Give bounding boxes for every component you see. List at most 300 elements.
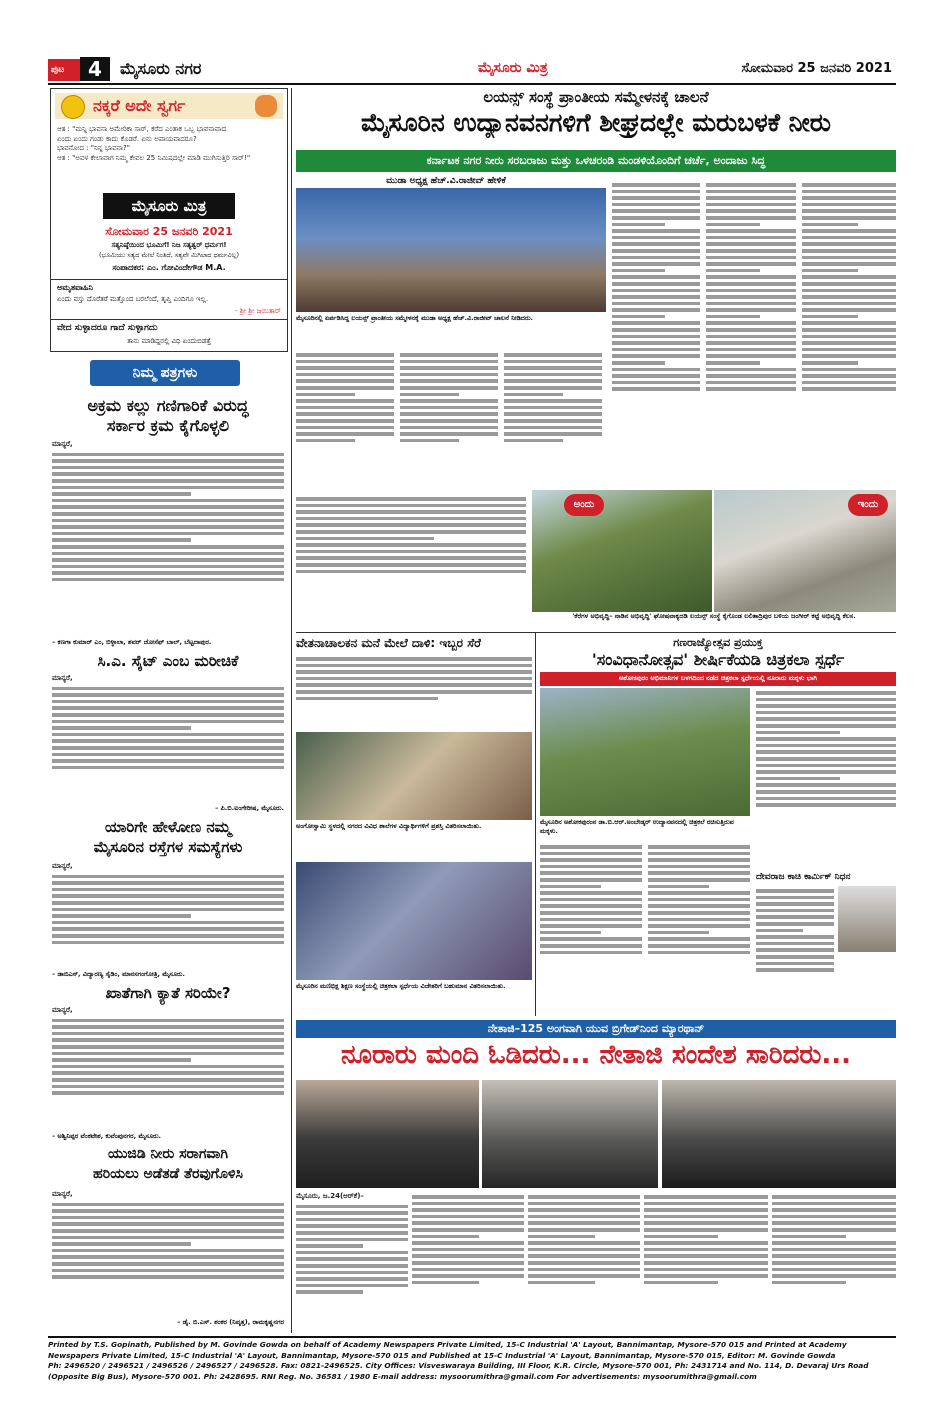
text-line [612, 348, 700, 352]
text-line [504, 353, 602, 357]
text-line [540, 944, 642, 948]
lead-body-col3 [504, 350, 602, 490]
letters-banner: ನಿಮ್ಮ ಪತ್ರಗಳು [90, 360, 240, 386]
section-name: ಮೈಸೂರು ನಗರ [120, 59, 202, 78]
text-line [412, 1221, 524, 1225]
text-line [802, 209, 896, 213]
text-line [412, 1208, 524, 1212]
text-line [296, 1271, 408, 1275]
divider [296, 632, 896, 633]
text-line [52, 1229, 284, 1233]
text-line [540, 924, 642, 928]
text-line [296, 1238, 408, 1242]
text-line [802, 315, 858, 319]
text-line [52, 914, 191, 918]
letter-body: ಮಾನ್ಯರೆ, [52, 862, 284, 968]
text-line [756, 896, 834, 900]
text-line [644, 1268, 768, 1272]
text-line [612, 308, 700, 312]
text-line [648, 937, 750, 941]
letter-body: ಮಾನ್ಯರೆ, [52, 440, 284, 636]
text-line [528, 1221, 640, 1225]
text-line [756, 783, 896, 787]
text-line [504, 399, 602, 403]
text-line [612, 361, 665, 365]
text-line [296, 517, 526, 521]
text-line [644, 1208, 768, 1212]
text-line [802, 236, 896, 240]
text-line [802, 229, 896, 233]
text-line [412, 1268, 524, 1272]
text-line [756, 777, 840, 781]
text-line [412, 1274, 524, 1278]
text-line [802, 328, 896, 332]
obit-photo [838, 886, 896, 952]
text-line [540, 937, 642, 941]
letter-sign: – ಡೈ. ಬಿ.ಎಸ್. ಶಂಕರ (ನಿವೃತ್ತ), ರಾಮಕೃಷ್ಣನಗರ [177, 1318, 284, 1326]
text-line [612, 269, 665, 273]
text-line [528, 1274, 640, 1278]
text-line [648, 845, 750, 849]
text-line [52, 759, 284, 763]
text-line [756, 711, 896, 715]
text-line [528, 1202, 640, 1206]
text-line [772, 1235, 846, 1239]
text-line [648, 878, 750, 882]
text-line [296, 406, 394, 410]
cartoon-icon [255, 95, 277, 117]
text-line [612, 236, 700, 240]
text-line [400, 366, 498, 370]
text-line [706, 196, 796, 200]
text-line [412, 1281, 479, 1285]
letter-title: ಮೈಸೂರಿನ ರಸ್ತೆಗಳ ಸಮಸ್ಯೆಗಳು [93, 838, 243, 856]
column-rule [291, 88, 292, 1333]
text-line [504, 412, 602, 416]
text-line [802, 242, 896, 246]
text-line [52, 1222, 284, 1226]
text-line [52, 492, 191, 496]
text-line [612, 335, 700, 339]
text-line [802, 183, 896, 187]
text-line [648, 918, 750, 922]
story3-caption: ಮೈಸೂರಿನ ಅಶೋಕಪುರಂನ ಡಾ.ಬಿ.ಆರ್.ಅಂಬೇಡ್ಕರ್ ಉದ್ಯಾನವನದಲ್ಲಿ ಚಿತ್ರಕಲೆ ರಚಿಸುತ್ತಿರುವ ಮಕ್ಕಳು. [540, 818, 734, 835]
text-line [706, 229, 796, 233]
text-line [52, 934, 284, 938]
text-line [648, 951, 750, 955]
text-line [644, 1281, 718, 1285]
text-line [296, 657, 532, 661]
text-line [706, 269, 760, 273]
text-line [802, 321, 896, 325]
lead-body-col6 [802, 180, 896, 490]
text-line [772, 1281, 846, 1285]
letter-title: ಸಿ.ಎ. ಸೈಟ್ ಎಂಬ ಮರೀಚಿಕೆ [97, 652, 239, 670]
text-line [52, 1058, 191, 1062]
text-line [52, 1203, 284, 1207]
lead-body-col4 [612, 180, 700, 490]
text-line [756, 962, 834, 966]
text-line [412, 1228, 524, 1232]
text-line [52, 525, 284, 529]
text-line [612, 249, 700, 253]
text-line [296, 432, 394, 436]
text-line [52, 901, 284, 905]
after-label: ಇಂದು [848, 494, 888, 516]
text-line [52, 1242, 191, 1246]
text-line [52, 453, 284, 457]
text-line [52, 700, 284, 704]
text-line [52, 875, 284, 879]
letter-filler [52, 453, 284, 582]
text-line [52, 908, 284, 912]
text-line [612, 295, 700, 299]
text-line [52, 894, 284, 898]
text-line [648, 931, 709, 935]
lead-photo-caption: ಮೈಸೂರಿನಲ್ಲಿ ಏರ್ಪಡಿಸಿದ್ದ ಲಯನ್ಸ್ ಪ್ರಾಂತೀಯ ಸಮ್ಮೇಳನಕ್ಕೆ ಮುಡಾ ಅಧ್ಯಕ್ಷ ಹೆಚ್.ವಿ.ರಾಜೀವ್ ಚಾಲನೆ ನೀಡಿದರು. [296, 314, 533, 322]
text-line [296, 677, 532, 681]
text-line [756, 942, 834, 946]
text-line [644, 1228, 768, 1232]
text-line [504, 426, 602, 430]
text-line [644, 1248, 768, 1252]
text-line [52, 558, 284, 562]
text-line [756, 929, 803, 933]
text-line [296, 373, 394, 377]
story4-headline: ನೂರಾರು ಮಂದಿ ಓಡಿದರು... ನೇತಾಜಿ ಸಂದೇಶ ಸಾರಿದರು... [340, 1040, 852, 1070]
text-line [648, 911, 750, 915]
text-line [540, 871, 642, 875]
text-line [756, 724, 896, 728]
text-line [296, 537, 434, 541]
text-line [756, 889, 834, 893]
text-line [504, 379, 602, 383]
letters-section [50, 356, 286, 1332]
text-line [296, 504, 526, 508]
text-line [648, 924, 750, 928]
text-line [296, 510, 526, 514]
text-line [706, 381, 796, 385]
text-line [296, 563, 526, 567]
marathon-photo-2 [482, 1080, 658, 1188]
text-line [52, 921, 284, 925]
text-line [296, 1251, 408, 1255]
text-line [412, 1248, 524, 1252]
text-line [52, 766, 284, 770]
text-line [296, 1231, 408, 1235]
text-line [612, 275, 700, 279]
text-line [540, 898, 642, 902]
text-line [52, 486, 284, 490]
text-line [612, 183, 700, 187]
text-line [528, 1208, 640, 1212]
box-logo: ಮೈಸೂರು ಮಿತ್ರ [103, 193, 235, 219]
text-line [756, 757, 896, 761]
text-line [802, 295, 896, 299]
column-rule [535, 632, 536, 1016]
text-line [52, 1019, 284, 1023]
box-date: ಸೋಮವಾರ 25 ಜನವರಿ 2021 [105, 225, 233, 238]
text-line [52, 538, 191, 542]
text-line [756, 731, 840, 735]
text-line [706, 374, 796, 378]
letter-sign: – ಪಿ.ಬಿ.ಐಂಗೇರೀಷ, ಮೈಸೂರು. [215, 804, 284, 812]
text-line [706, 216, 796, 220]
story2-caption1: ಅಂಗೋಸ್ವಾಮಿ ಸ್ಥಳದಲ್ಲಿ ನಗರದ ವಿವಿಧ ಶಾಲೆಗಳ ವಿದ್ಯಾರ್ಥಿಗಳಿಗೆ ಪ್ರಶಸ್ತಿ ವಿತರಿಸಲಾಯಿತು. [296, 822, 482, 830]
text-line [802, 335, 896, 339]
text-line [52, 739, 284, 743]
text-line [540, 891, 642, 895]
text-line [802, 387, 896, 391]
text-line [52, 459, 284, 463]
text-line [504, 360, 602, 364]
text-line [706, 321, 796, 325]
text-line [528, 1248, 640, 1252]
text-line [706, 361, 760, 365]
text-line [706, 328, 796, 332]
text-line [52, 1249, 284, 1253]
letter-title: ಖಾತೆಗಾಗಿ ಕ್ಯಾತೆ ಸರಿಯೇ? [105, 984, 231, 1002]
text-line [52, 1071, 284, 1075]
text-line [52, 1255, 284, 1259]
lead-subhead: ಕರ್ನಾಟಕ ನಗರ ನೀರು ಸರಬರಾಜು ಮತ್ತು ಒಳಚರಂಡಿ ಮಂಡಳಿಯೊಂದಿಗೆ ಚರ್ಚೆ, ಅಂದಾಜು ಸಿದ್ಧ [296, 150, 896, 172]
text-line [756, 704, 896, 708]
text-line [296, 570, 526, 574]
text-line [296, 523, 526, 527]
text-line [52, 713, 284, 717]
masthead: ಮೈಸೂರು ಮಿತ್ರ [478, 60, 548, 76]
text-line [612, 190, 700, 194]
text-line [802, 361, 858, 365]
text-line [802, 368, 896, 372]
text-line [706, 190, 796, 194]
text-line [802, 354, 896, 358]
text-line [296, 1264, 408, 1268]
text-line [52, 927, 284, 931]
humor-box [50, 88, 288, 352]
text-line [540, 931, 601, 935]
text-line [52, 578, 284, 582]
text-line [52, 1216, 284, 1220]
text-line [802, 275, 896, 279]
text-line [772, 1202, 896, 1206]
text-line [296, 664, 532, 668]
text-line [802, 302, 896, 306]
text-line [756, 955, 834, 959]
text-line [706, 282, 796, 286]
text-line [52, 941, 284, 945]
text-line [756, 902, 834, 906]
text-line [706, 348, 796, 352]
text-line [706, 302, 796, 306]
text-line [296, 379, 394, 383]
text-line [296, 399, 394, 403]
text-line [612, 216, 700, 220]
text-line [802, 203, 896, 207]
box-editor: ಸಂಪಾದಕರ: ಎಂ. ಗೋವಿಂದೇಗೌಡ M.A. [112, 263, 226, 272]
lead-byline: ಮುಡಾ ಅಧ್ಯಕ್ಷ ಹೆಚ್.ವಿ.ರಾಜೀವ್ ಹೇಳಿಕೆ [386, 176, 506, 186]
lead-photo2-caption: 'ಕೆರೆಗಳ ಅಭಿವೃದ್ಧಿ– ನಾಡಿನ ಅಭಿವೃದ್ಧಿ' ಘೋಷವಾಕ್ಯದಡಿ ಲಯನ್ಸ್ ಸಂಸ್ಥೆ ಕೈಗೊಂಡ ಲಲಿತಾದ್ರಿಪುರ ಬಳಿಯ ಜಂಗೀರ್ ಕಟ್ಟೆ ಅಭಿವೃದ್ಧಿ ಕೆಲಸ. [572, 612, 856, 620]
story3-photo [540, 688, 750, 816]
text-line [296, 690, 532, 694]
text-line [648, 871, 750, 875]
text-line [296, 683, 532, 687]
text-line [52, 746, 284, 750]
lead-body-bottom [296, 494, 526, 614]
text-line [412, 1261, 524, 1265]
text-line [706, 354, 796, 358]
obit-body [756, 886, 834, 1014]
letter-title: ಅಕ್ರಮ ಕಲ್ಲು ಗಣಿಗಾರಿಕೆ ವಿರುದ್ಧ [87, 396, 249, 415]
letter-body: ಮಾನ್ಯರೆ, [52, 1006, 284, 1130]
footer-rule [48, 1336, 896, 1338]
imprint: Printed by T.S. Gopinath, Published by M. Govinde Gowda on behalf of Academy Newspapers Private Limited, 15-C Industrial 'A' Layout, Bannimantap, Mysore-570 015 and Printed at Academy Newspapers Private Limited, 15-C Industrial 'A' Layout, Bannimantap, Mysore-570 015 and Published at 15-C Industrial 'A' Layout, Bannimantap, Mysore-570 015, Editor: M. Govinde Gowda Ph: 2496520 / 2496521 / 2496526 / 2496527 / 2496528. Fax: 0821-2496525. City Offices: Visveswaraya Building, III Floor, K.R. Circle, Mysore-570 001, Ph: 2431714 and No. 114, D. Devaraj Urs Road (Opposite Big Bus), Mysore-570 001. Ph: 2428695. RNI Reg. No. 36581 / 1980 E-mail address: mysoorumithra@gmail.com For advertisements: mysoorumithra@gmail.com [48, 1340, 869, 1381]
text-line [644, 1215, 768, 1219]
story3-body-col2 [648, 842, 750, 1014]
text-line [52, 479, 284, 483]
text-line [612, 387, 700, 391]
text-line [706, 183, 796, 187]
text-line [504, 432, 602, 436]
text-line [400, 353, 498, 357]
text-line [756, 922, 834, 926]
text-line [706, 209, 796, 213]
lead-body-col5 [706, 180, 796, 490]
text-line [412, 1241, 524, 1245]
text-line [504, 373, 602, 377]
text-line [412, 1195, 524, 1199]
humor-text: ಆತ : "ಮನ್ನಿ ಭಾವನಾ ಅಮೇರಿಕಾ ಸಾರ್, ಕರೆದ ಎಂತಾಕ ಒಬ್ಬ ಭಾವನಾವಾದ ಏಂದು ಏಂದು ಗಂಡು ಕಾದು ಕೊಡರೆ. ಏನು ಅಪಾಯವಾದರೂ? ಭಾವನೋದ : "ನಿನ್ನ ಭಾವನಾ?" ಆತ : "ಅವಳ ಕೇಲಾವಾಗ ನಿಮ್ಮ ಕೇವಲ 25 ನಿಮಿಷದಲ್ಲೇ ಮಾಡಿ ಮುಗಿಸುತ್ತಿರಿ ಸಾರ್!" [57, 125, 251, 162]
text-line [706, 275, 796, 279]
story2-headline: ವೇತನಾಚಾಲಕನ ಮನೆ ಮೇಲೆ ದಾಳಿ: ಇಬ್ಬರ ಸೆರೆ [296, 636, 481, 650]
text-line [52, 693, 284, 697]
text-line [52, 888, 284, 892]
text-line [52, 545, 284, 549]
text-line [540, 918, 642, 922]
text-line [52, 571, 284, 575]
text-line [504, 366, 602, 370]
text-line [802, 269, 858, 273]
text-line [296, 550, 526, 554]
text-line [52, 1209, 284, 1213]
text-line [504, 393, 563, 397]
text-line [648, 891, 750, 895]
text-line [296, 419, 394, 423]
text-line [52, 1275, 284, 1279]
letter-title: ಸರ್ಕಾರ ಕ್ರಮ ಕೈಗೊಳ್ಳಲಿ [106, 416, 230, 435]
text-line [296, 393, 355, 397]
text-line [296, 556, 526, 560]
divider [51, 319, 287, 320]
text-line [756, 948, 834, 952]
text-line [52, 687, 284, 691]
story4-body-col1: ಮೈಸೂರು, ಜ.24(ಆರ್‌ಕೆ)– [296, 1192, 408, 1332]
text-line [802, 282, 896, 286]
text-line [644, 1261, 768, 1265]
text-line [52, 519, 284, 523]
text-line [706, 236, 796, 240]
text-line [706, 203, 796, 207]
text-line [412, 1235, 479, 1239]
text-line [802, 348, 896, 352]
text-line [528, 1268, 640, 1272]
text-line [296, 1218, 408, 1222]
text-line [400, 426, 498, 430]
text-line [802, 374, 896, 378]
text-line [612, 381, 700, 385]
story4-kicker: ನೇತಾಜಿ–125 ಅಂಗವಾಗಿ ಯುವ ಬ್ರಿಗೇಡ್‌ನಿಂದ ಮ್ಯಾರಥಾನ್ [296, 1020, 896, 1038]
story2-body [296, 654, 532, 730]
text-line [400, 439, 459, 443]
text-line [540, 845, 642, 849]
amruta-title: ಅಮೃತವಾಹಿನಿ [57, 283, 93, 292]
box-tagline: ಸತ್ಯನಿಷ್ಠೆಯಿಂದ ಭೂಮಿಗೆ! ನಿಜ ಸತ್ಯತ್ವರ್ ಧರ್ಮಗ! [111, 241, 227, 249]
text-line [612, 196, 700, 200]
text-line [802, 256, 896, 260]
text-line [412, 1215, 524, 1219]
text-line [400, 406, 498, 410]
text-line [612, 289, 700, 293]
text-line [52, 1065, 284, 1069]
text-line [52, 466, 284, 470]
text-line [706, 242, 796, 246]
text-line [400, 360, 498, 364]
text-line [612, 315, 665, 319]
text-line [296, 439, 355, 443]
text-line [772, 1261, 896, 1265]
text-line [756, 803, 896, 807]
text-line [706, 387, 796, 391]
text-line [772, 1241, 896, 1245]
text-line [706, 308, 796, 312]
text-line [504, 386, 602, 390]
text-line [528, 1228, 640, 1232]
proverb: ವೇದ ಸುಳ್ಳಾದರೂ ಗಾದೆ ಸುಳ್ಳಾಗದು [57, 323, 158, 333]
text-line [706, 315, 760, 319]
text-line [772, 1208, 896, 1212]
smiley-icon [61, 95, 85, 119]
text-line [540, 904, 642, 908]
text-line [706, 249, 796, 253]
story2-photo2 [296, 862, 532, 980]
text-line [802, 190, 896, 194]
text-line [52, 1038, 284, 1042]
text-line [52, 753, 284, 757]
text-line [648, 898, 750, 902]
text-line [802, 216, 896, 220]
text-line [540, 858, 642, 862]
text-line [52, 1262, 284, 1266]
lead-body-col2 [400, 350, 498, 490]
story2-photo [296, 732, 532, 820]
text-line [612, 262, 700, 266]
text-line [648, 944, 750, 948]
text-line [706, 289, 796, 293]
text-line [706, 368, 796, 372]
text-line [528, 1195, 640, 1199]
text-line [756, 790, 896, 794]
text-line [706, 341, 796, 345]
text-line [296, 530, 526, 534]
text-line [52, 472, 284, 476]
text-line [612, 328, 700, 332]
text-line [52, 565, 284, 569]
amruta-text: ಏಂದು ವಸ್ತು ದೊರೆತರೆ ಮತ್ತೊಂದ ಬರಲೆಂದೆ, ತೃಪ್ತಿ ಎಂದಿಗೂ ಇಲ್ಲ. [57, 295, 209, 303]
text-line [756, 691, 896, 695]
text-line [52, 881, 284, 885]
marathon-photo-3 [662, 1080, 896, 1188]
letter-sign: – ಡಾಬಿಎಸ್, ವಿದ್ಯಾರಣ್ಯ ಸೈಡಿಂ, ಮಾನಸಗಂಗೋತ್ರಿ, ಮೈಸೂರು. [52, 970, 185, 978]
